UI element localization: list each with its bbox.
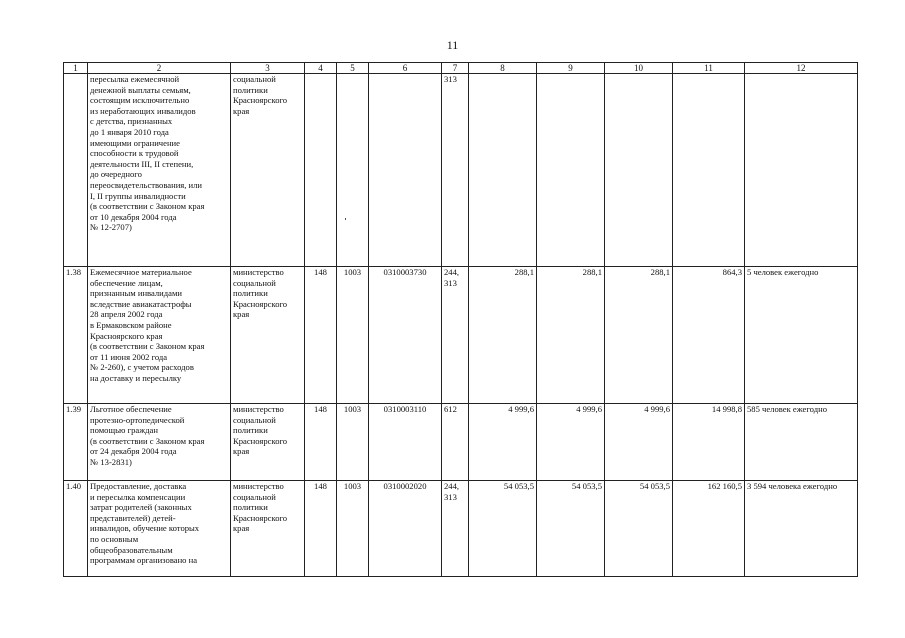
administrator: министерство социальной политики Красноярского края xyxy=(231,267,305,404)
grbs-code: 148 xyxy=(305,481,337,577)
administrator: министерство социальной политики Красноярского края xyxy=(231,481,305,577)
table-row xyxy=(64,267,858,404)
amount-year-3: 54 053,5 xyxy=(605,481,673,577)
header-cell: 9 xyxy=(537,63,605,74)
amount-year-2 xyxy=(537,74,605,267)
section-code: 1003 xyxy=(337,481,369,577)
amount-year-1: 4 999,6 xyxy=(469,404,537,481)
amount-year-3 xyxy=(605,74,673,267)
expense-type-code: 313 xyxy=(442,74,469,267)
target-article-code: 0310003730 xyxy=(369,267,442,404)
table-row xyxy=(64,404,858,481)
header-cell: 2 xyxy=(88,63,231,74)
grbs-code: 148 xyxy=(305,404,337,481)
section-code xyxy=(337,74,369,267)
amount-year-3: 288,1 xyxy=(605,267,673,404)
page-number: 11 xyxy=(446,38,459,52)
header-cell: 1 xyxy=(64,63,88,74)
measure-description: пересылка ежемесячной денежной выплаты семьям, состоящим исключительно из неработающих инвалидов с детства, признанных до 1 января 2010 года имеющими ограничение способности к трудовой деятельности III, II степени, до очередного переосвидетельствования, или I, II группы инвалидности (в соответствии с Законом края от 10 декабря 2004 года № 12-2707) xyxy=(88,74,231,267)
expense-type-code: 244, 313 xyxy=(442,481,469,577)
measure-description: Предоставление, доставка и пересылка компенсации затрат родителей (законных представителей) детей- инвалидов, обучение которых по основным общеобразовательным программам организовано на xyxy=(88,481,231,577)
amount-total: 864,3 xyxy=(673,267,745,404)
administrator: министерство социальной политики Красноярского края xyxy=(231,404,305,481)
header-cell: 11 xyxy=(673,63,745,74)
expected-result: 3 594 человека ежегодно xyxy=(745,481,858,577)
amount-year-1: 54 053,5 xyxy=(469,481,537,577)
amount-total: 162 160,5 xyxy=(673,481,745,577)
expense-type-code: 612 xyxy=(442,404,469,481)
header-cell: 6 xyxy=(369,63,442,74)
row-number: 1.38 xyxy=(64,267,88,404)
row-number: 1.40 xyxy=(64,481,88,577)
amount-total: 14 998,8 xyxy=(673,404,745,481)
header-cell: 10 xyxy=(605,63,673,74)
grbs-code: 148 xyxy=(305,267,337,404)
table-row xyxy=(64,74,858,267)
header-cell: 7 xyxy=(442,63,469,74)
table-row xyxy=(64,481,858,577)
target-article-code xyxy=(369,74,442,267)
expense-type-code: 244, 313 xyxy=(442,267,469,404)
grbs-code xyxy=(305,74,337,267)
section-code: 1003 xyxy=(337,404,369,481)
target-article-code: 0310003110 xyxy=(369,404,442,481)
amount-year-1 xyxy=(469,74,537,267)
amount-year-2: 288,1 xyxy=(537,267,605,404)
amount-year-1: 288,1 xyxy=(469,267,537,404)
amount-year-3: 4 999,6 xyxy=(605,404,673,481)
amount-year-2: 54 053,5 xyxy=(537,481,605,577)
table-header-row xyxy=(64,63,858,74)
administrator: социальной политики Красноярского края xyxy=(231,74,305,267)
row-number xyxy=(64,74,88,267)
header-cell: 4 xyxy=(305,63,337,74)
amount-total xyxy=(673,74,745,267)
measure-description: Льготное обеспечение протезно-ортопедической помощью граждан (в соответствии с Законом края от 24 декабря 2004 года № 13-2831) xyxy=(88,404,231,481)
expected-result: 5 человек ежегодно xyxy=(745,267,858,404)
row-number: 1.39 xyxy=(64,404,88,481)
amount-year-2: 4 999,6 xyxy=(537,404,605,481)
header-cell: 12 xyxy=(745,63,858,74)
expected-result: 585 человек ежегодно xyxy=(745,404,858,481)
section-code: 1003 xyxy=(337,267,369,404)
header-cell: 3 xyxy=(231,63,305,74)
budget-table xyxy=(63,62,858,577)
measure-description: Ежемесячное материальное обеспечение лицам, признанным инвалидами вследствие авиакатастрофы 28 апреля 2002 года в Ермаковском районе Красноярского края (в соответствии с Законом края от 11 июня 2002 года № 2-260), с учетом расходов на доставку и пересылку xyxy=(88,267,231,404)
target-article-code: 0310002020 xyxy=(369,481,442,577)
expected-result xyxy=(745,74,858,267)
header-cell: 5 xyxy=(337,63,369,74)
header-cell: 8 xyxy=(469,63,537,74)
